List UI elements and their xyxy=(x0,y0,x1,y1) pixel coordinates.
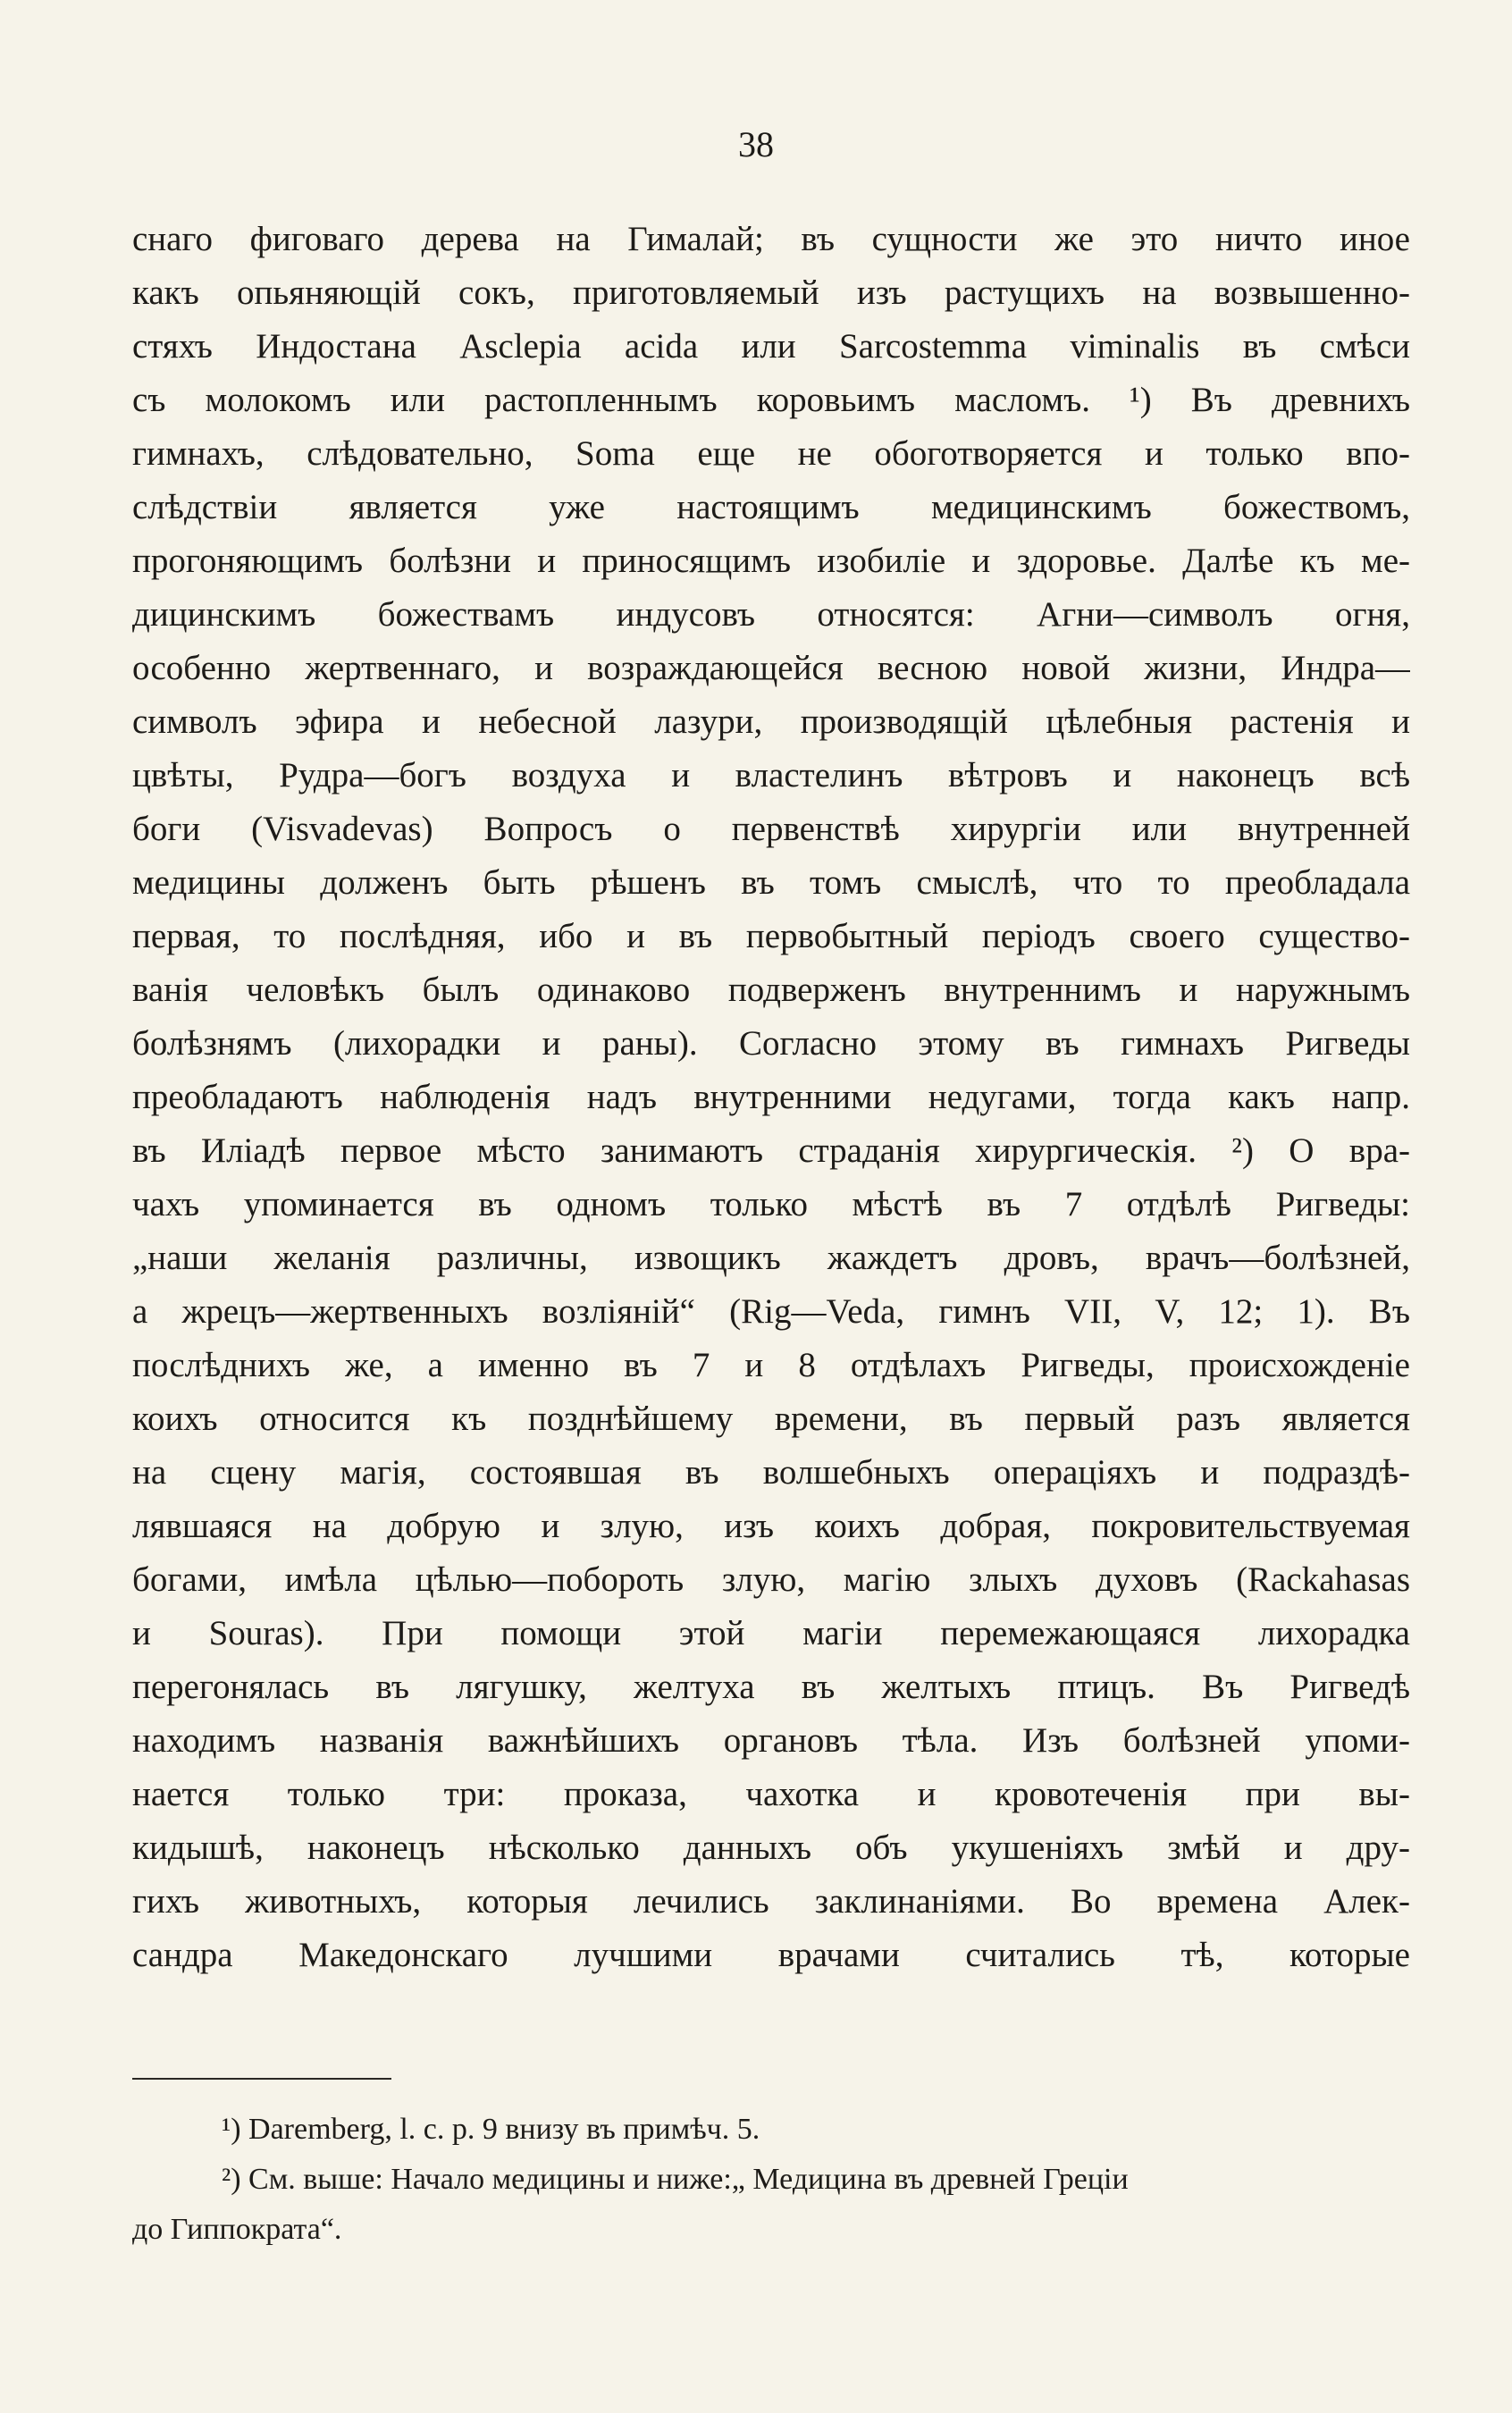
text-line: гимнахъ, слѣдовательно, Soma еще не обоготворяется и только впо- xyxy=(132,434,1410,473)
text-line: чахъ упоминается въ одномъ только мѣстѣ въ 7 отдѣлѣ Ригведы: xyxy=(132,1185,1410,1223)
footnote-1: ¹) Daremberg, l. c. p. 9 внизу въ примѣч. 5. xyxy=(222,2113,760,2146)
text-line: сандра Македонскаго лучшими врачами считались тѣ, которые xyxy=(132,1936,1410,1974)
text-line: а жрецъ—жертвенныхъ возліяній“ (Rig—Veda, гимнъ VII, V, 12; 1). Въ xyxy=(132,1292,1410,1331)
text-line: „наши желанія различны, извощикъ жаждетъ дровъ, врачъ—болѣзней, xyxy=(132,1239,1410,1277)
text-line: богами, имѣла цѣлью—побороть злую, магію злыхъ духовъ (Rackahasas xyxy=(132,1560,1410,1599)
text-line: дицинскимъ божествамъ индусовъ относятся: Агни—символъ огня, xyxy=(132,595,1410,634)
text-line: гихъ животныхъ, которыя лечились заклинаніями. Во времена Алек- xyxy=(132,1882,1410,1921)
text-line: послѣднихъ же, а именно въ 7 и 8 отдѣлахъ Ригведы, происхожденіе xyxy=(132,1346,1410,1384)
text-line: болѣзнямъ (лихорадки и раны). Согласно этому въ гимнахъ Ригведы xyxy=(132,1024,1410,1063)
text-line: ванія человѣкъ былъ одинаково подверженъ внутреннимъ и наружнымъ xyxy=(132,971,1410,1009)
text-line: и Souras). При помощи этой магіи перемежающаяся лихорадка xyxy=(132,1614,1410,1652)
text-line: медицины долженъ быть рѣшенъ въ томъ смыслѣ, что то преобладала xyxy=(132,863,1410,902)
text-line: первая, то послѣдняя, ибо и въ первобытный періодъ своего существо- xyxy=(132,917,1410,955)
footnote-2: ²) См. выше: Начало медицины и ниже:„ Медицина въ древней Греціи xyxy=(222,2163,1129,2196)
text-line: стяхъ Индостана Asclepia acida или Sarcostemma viminalis въ смѣси xyxy=(132,327,1410,366)
footnote-2-continuation: до Гиппократа“. xyxy=(132,2213,342,2246)
text-line: въ Иліадѣ первое мѣсто занимаютъ страданія хирургическія. ²) О вра- xyxy=(132,1131,1410,1170)
text-line: цвѣты, Рудра—богъ воздуха и властелинъ вѣтровъ и наконецъ всѣ xyxy=(132,756,1410,795)
text-line: находимъ названія важнѣйшихъ органовъ тѣла. Изъ болѣзней упоми- xyxy=(132,1721,1410,1760)
text-line: какъ опьяняющій сокъ, приготовляемый изъ растущихъ на возвышенно- xyxy=(132,273,1410,312)
footnote-divider xyxy=(132,2078,391,2080)
text-line: боги (Visvadevas) Вопросъ о первенствѣ хирургіи или внутренней xyxy=(132,810,1410,848)
text-line: на сцену магія, состоявшая въ волшебныхъ операціяхъ и подраздѣ- xyxy=(132,1453,1410,1492)
text-line: символъ эфира и небесной лазури, производящій цѣлебныя растенія и xyxy=(132,702,1410,741)
text-line: снаго фиговаго дерева на Гималай; въ сущности же это ничто иное xyxy=(132,220,1410,258)
text-line: особенно жертвеннаго, и возраждающейся весною новой жизни, Индра— xyxy=(132,649,1410,687)
text-line: кидышѣ, наконецъ нѣсколько данныхъ объ укушеніяхъ змѣй и дру- xyxy=(132,1829,1410,1867)
text-line: съ молокомъ или растопленнымъ коровьимъ масломъ. ¹) Въ древнихъ xyxy=(132,381,1410,419)
text-line: прогоняющимъ болѣзни и приносящимъ изобиліе и здоровье. Далѣе къ ме- xyxy=(132,542,1410,580)
text-line: перегонялась въ лягушку, желтуха въ желтыхъ птицъ. Въ Ригведѣ xyxy=(132,1668,1410,1706)
footnotes xyxy=(132,2105,1410,2255)
body-text xyxy=(132,213,1410,1982)
text-line: коихъ относится къ позднѣйшему времени, въ первый разъ является xyxy=(132,1400,1410,1438)
page-number: 38 xyxy=(738,124,774,164)
text-line: слѣдствіи является уже настоящимъ медицинскимъ божествомъ, xyxy=(132,488,1410,526)
text-line: нается только три: проказа, чахотка и кровотеченія при вы- xyxy=(132,1775,1410,1813)
text-line: лявшаяся на добрую и злую, изъ коихъ добрая, покровительствуемая xyxy=(132,1507,1410,1545)
text-line: преобладаютъ наблюденія надъ внутренними недугами, тогда какъ напр. xyxy=(132,1078,1410,1116)
